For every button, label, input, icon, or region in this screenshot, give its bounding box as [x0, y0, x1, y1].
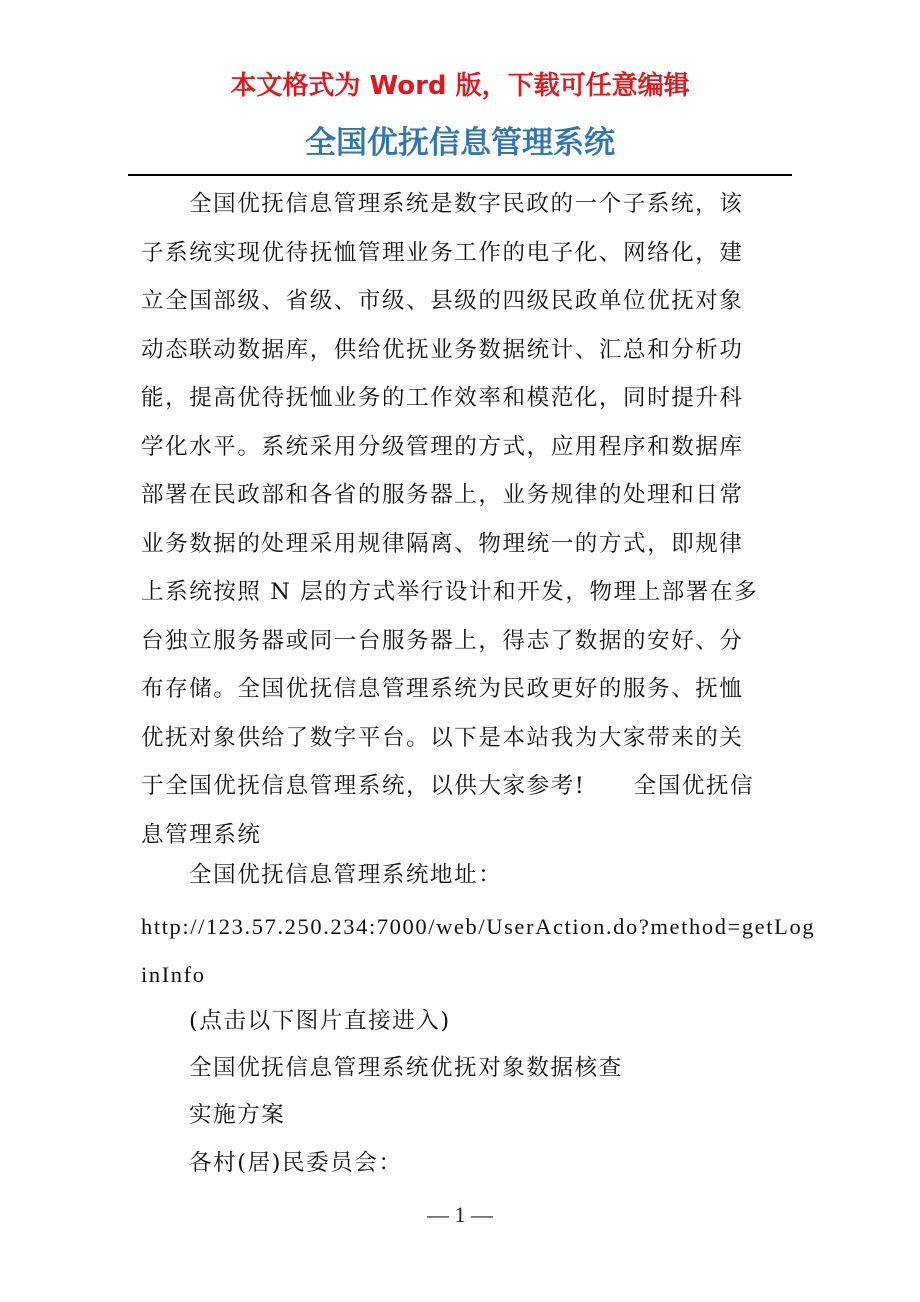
address-label: 全国优抚信息管理系统地址：: [189, 862, 503, 888]
paragraph-line: 台独立服务器或同一台服务器上，得志了数据的安好、分: [141, 627, 744, 654]
paragraph-line: 立全国部级、省级、市级、县级的四级民政单位优抚对象: [141, 288, 744, 314]
click-hint: (点击以下图片直接进入): [189, 1008, 451, 1034]
paragraph-line: 能，提高优待抚恤业务的工作效率和模范化，同时提升科: [141, 385, 744, 411]
system-url-line-1[interactable]: http://123.57.250.234:7000/web/UserAction.do?method=getLog: [141, 914, 816, 939]
paragraph-line: 优抚对象供给了数字平台。以下是本站我为大家带来的关: [141, 724, 744, 751]
plan-subtitle: 实施方案: [189, 1102, 286, 1128]
paragraph-line: 全国优抚信息管理系统是数字民政的一个子系统，该: [189, 191, 744, 217]
paragraph-line: 布存储。全国优抚信息管理系统为民政更好的服务、抚恤: [141, 676, 744, 702]
salutation: 各村(居)民委员会：: [189, 1150, 403, 1176]
title-divider: [128, 174, 792, 176]
paragraph-line: 子系统实现优待抚恤管理业务工作的电子化、网络化，建: [141, 239, 744, 266]
paragraph-line: 部署在民政部和各省的服务器上，业务规律的处理和日常: [141, 482, 744, 508]
paragraph-line: 业务数据的处理采用规律隔离、物理统一的方式，即规律: [141, 530, 744, 557]
paragraph-line: 动态联动数据库，供给优抚业务数据统计、汇总和分析功: [141, 336, 744, 363]
page-title: 全国优抚信息管理系统: [305, 125, 615, 161]
system-url-line-2[interactable]: inInfo: [141, 962, 206, 987]
paragraph-line: 息管理系统: [141, 821, 262, 848]
download-notice: 本文格式为 Word 版，下载可任意编辑: [230, 71, 690, 101]
intro-paragraph: [141, 180, 775, 859]
paragraph-line: 于全国优抚信息管理系统，以供大家参考! 全国优抚信: [141, 773, 755, 799]
paragraph-line: 上系统按照 N 层的方式举行设计和开发，物理上部署在多: [141, 579, 759, 605]
paragraph-line: 学化水平。系统采用分级管理的方式，应用程序和数据库: [141, 433, 744, 460]
plan-title: 全国优抚信息管理系统优抚对象数据核查: [189, 1055, 623, 1081]
page-number: — 1 —: [427, 1202, 493, 1227]
